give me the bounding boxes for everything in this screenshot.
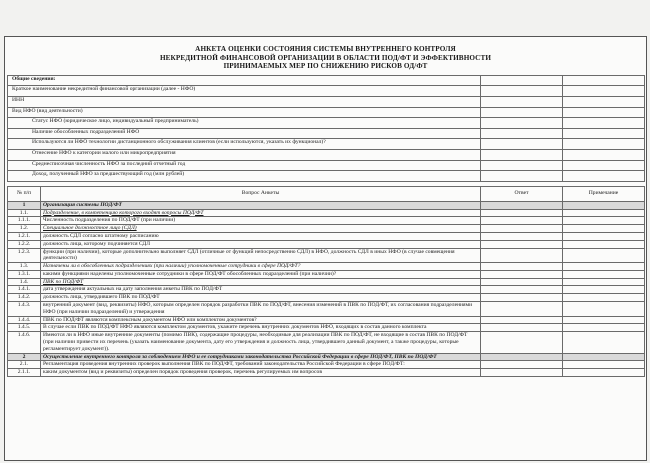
note-cell[interactable] — [563, 369, 645, 377]
question-text: Назначены ли в обособленных подразделениях (при наличии) уполномоченные сотрудники в сфере ПОД/ФТ? — [41, 263, 481, 271]
question-row — [8, 286, 645, 294]
note-cell[interactable] — [563, 209, 645, 217]
note-cell[interactable] — [563, 225, 645, 233]
general-note-cell[interactable] — [563, 75, 645, 86]
col-header-question: Вопрос Анкеты — [41, 186, 481, 201]
answer-cell[interactable] — [481, 361, 563, 369]
answer-cell[interactable] — [481, 353, 563, 361]
general-info-row — [8, 96, 645, 107]
title-line: НЕКРЕДИТНОЙ ФИНАНСОВОЙ ОРГАНИЗАЦИИ В ОБЛАСТИ ПОД/ФТ И ЭФФЕКТИВНОСТИ — [159, 53, 492, 62]
question-number: 1 — [8, 201, 41, 209]
general-info-label: Вид НФО (вид деятельности) — [8, 107, 481, 118]
section-row — [8, 201, 645, 209]
note-cell[interactable] — [563, 270, 645, 278]
answer-cell[interactable] — [481, 248, 563, 263]
general-note-cell[interactable] — [563, 160, 645, 171]
answer-cell[interactable] — [481, 201, 563, 209]
question-text: ПВК по ПОД/ФТ являются комплексным документом НФО или комплектом документов? — [41, 316, 481, 324]
answer-cell[interactable] — [481, 294, 563, 302]
general-info-row — [8, 139, 645, 150]
question-row — [8, 332, 645, 353]
question-number: 1.1.1. — [8, 217, 41, 225]
questionnaire-sheet — [4, 36, 647, 461]
question-text: должность лица, которому подчиняется СДЛ — [41, 240, 481, 248]
question-number: 1.3.1. — [8, 270, 41, 278]
question-text: Численность подразделения по ПОД/ФТ (при наличии) — [41, 217, 481, 225]
answer-cell[interactable] — [481, 225, 563, 233]
question-number: 2.1.1. — [8, 369, 41, 377]
answer-cell[interactable] — [481, 369, 563, 377]
general-info-label: Отнесение НФО к категории малого или микропредприятия — [8, 149, 481, 160]
note-cell[interactable] — [563, 294, 645, 302]
general-note-cell[interactable] — [563, 96, 645, 107]
col-header-note: Примечание — [563, 186, 645, 201]
question-text: функции (при наличии), которые дополнительно выполняет СДЛ (отличные от функций непосредственно СДЛ) в НФО, должность СДЛ в иных НФО (в случае совмещения деятельности) — [41, 248, 481, 263]
question-row — [8, 209, 645, 217]
answer-cell[interactable] — [481, 332, 563, 353]
general-info-row — [8, 118, 645, 129]
question-text: должность лица, утвердившего ПВК по ПОД/ФТ — [41, 294, 481, 302]
note-cell[interactable] — [563, 263, 645, 271]
general-info-label: Доход, полученный НФО за предшествующий год (млн рублей) — [8, 171, 481, 182]
general-info-label: Среднесписочная численность НФО за последний отчетный год — [8, 160, 481, 171]
question-number: 1.4.4. — [8, 316, 41, 324]
question-number: 1.2.3. — [8, 248, 41, 263]
question-text: какими функциями наделены уполномоченные сотрудники в сфере ПОД/ФТ обособленных подразделений (при наличии)? — [41, 270, 481, 278]
general-info-label: Краткое наименование некредитной финансовой организации (далее - НФО) — [8, 86, 481, 97]
question-number: 1.3. — [8, 263, 41, 271]
question-text: ПВК по ПОД/ФТ — [41, 278, 481, 286]
note-cell[interactable] — [563, 353, 645, 361]
general-info-section — [8, 75, 645, 181]
note-cell[interactable] — [563, 248, 645, 263]
col-header-num: № п/п — [8, 186, 41, 201]
general-note-cell[interactable] — [563, 86, 645, 97]
general-value-cell[interactable] — [481, 160, 563, 171]
question-text: внутренний документ (вид, реквизиты) НФО, которым определен порядок разработки ПВК по ПОД/ФТ, внесения изменений в ПВК по ПОД/ФТ, их согласования подразделениями НФО (при наличии подразделений) и утверждения — [41, 302, 481, 317]
general-info-row — [8, 107, 645, 118]
note-cell[interactable] — [563, 286, 645, 294]
general-note-cell[interactable] — [563, 118, 645, 129]
note-cell[interactable] — [563, 302, 645, 317]
question-text: Регламентация проведения внутренних проверок выполнения ПВК по ПОД/ФТ, требований законодательства Российской Федерации в сфере ПОД/ФТ: — [41, 361, 481, 369]
title-line: ПРИНИМАЕМЫХ МЕР ПО СНИЖЕНИЮ РИСКОВ ОД/ФТ — [223, 62, 428, 71]
note-cell[interactable] — [563, 240, 645, 248]
question-row — [8, 270, 645, 278]
general-info-label: ИНН — [8, 96, 481, 107]
answer-cell[interactable] — [481, 286, 563, 294]
question-text: В случае если ПВК по ПОД/ФТ НФО являются комплектом документов, укажите перечень внутренних документов НФО, входящих в состав данного комплекта — [41, 324, 481, 332]
answer-cell[interactable] — [481, 217, 563, 225]
question-number: 1.4.5. — [8, 324, 41, 332]
question-number: 1.4.2. — [8, 294, 41, 302]
general-info-row — [8, 128, 645, 139]
question-row — [8, 316, 645, 324]
question-number: 2 — [8, 353, 41, 361]
general-info-heading: Общие сведения: — [8, 75, 481, 86]
question-row — [8, 324, 645, 332]
general-note-cell[interactable] — [563, 128, 645, 139]
general-info-label: Статус НФО (юридическое лицо, индивидуальный предприниматель) — [8, 118, 481, 129]
question-row — [8, 302, 645, 317]
question-number: 1.4.6. — [8, 332, 41, 353]
question-text: Подразделение, в компетенцию которого входят вопросы ПОД/ФТ — [41, 209, 481, 217]
question-number: 1.4.1. — [8, 286, 41, 294]
general-value-cell[interactable] — [481, 118, 563, 129]
answer-cell[interactable] — [481, 240, 563, 248]
answer-cell[interactable] — [481, 232, 563, 240]
question-row — [8, 225, 645, 233]
general-note-cell[interactable] — [563, 139, 645, 150]
question-number: 1.4. — [8, 278, 41, 286]
question-row — [8, 361, 645, 369]
title-line: АНКЕТА ОЦЕНКИ СОСТОЯНИЯ СИСТЕМЫ ВНУТРЕННЕГО КОНТРОЛЯ — [195, 45, 456, 53]
question-text: Имеются ли в НФО иные внутренние документы (помимо ПВК), содержащие процедуры, необходимые для реализации ПВК по ПОД/ФТ, не входящие в состав ПВК по ПОД/ФТ (при наличии привести их перечень (указать наименование документа, дату его утверждения и должность лица, утвердившего данный документ, а также процедуры, которые регламентирует документ)). — [41, 332, 481, 353]
general-value-cell[interactable] — [481, 149, 563, 160]
question-row — [8, 248, 645, 263]
general-value-cell[interactable] — [481, 107, 563, 118]
question-number: 2.1. — [8, 361, 41, 369]
question-number: 1.2. — [8, 225, 41, 233]
answer-cell[interactable] — [481, 209, 563, 217]
question-row — [8, 278, 645, 286]
question-row — [8, 240, 645, 248]
question-row — [8, 232, 645, 240]
question-number: 1.4.3. — [8, 302, 41, 317]
general-value-cell[interactable] — [481, 75, 563, 86]
question-row — [8, 369, 645, 377]
general-value-cell[interactable] — [481, 96, 563, 107]
question-text: должность СДЛ согласно штатному расписанию — [41, 232, 481, 240]
general-value-cell[interactable] — [481, 139, 563, 150]
document-title — [5, 45, 646, 71]
question-number: 1.1. — [8, 209, 41, 217]
note-cell[interactable] — [563, 361, 645, 369]
question-row — [8, 263, 645, 271]
general-note-cell[interactable] — [563, 149, 645, 160]
general-info-row — [8, 171, 645, 182]
note-cell[interactable] — [563, 201, 645, 209]
answer-cell[interactable] — [481, 263, 563, 271]
note-cell[interactable] — [563, 316, 645, 324]
general-info-row — [8, 86, 645, 97]
question-text: дата утверждения актуальных на дату заполнения анкеты ПВК по ПОД/ФТ — [41, 286, 481, 294]
general-info-row — [8, 149, 645, 160]
question-text: каким документом (вид и реквизиты) определен порядок проведения проверок, перечень регулируемых им вопросов — [41, 369, 481, 377]
general-info-label: Наличие обособленных подразделений НФО — [8, 128, 481, 139]
general-note-cell[interactable] — [563, 171, 645, 182]
question-number: 1.2.2. — [8, 240, 41, 248]
answer-cell[interactable] — [481, 302, 563, 317]
questions-section — [8, 201, 645, 376]
note-cell[interactable] — [563, 324, 645, 332]
question-text: Организация системы ПОД/ФТ — [41, 201, 481, 209]
form-table — [7, 75, 645, 377]
answer-cell[interactable] — [481, 316, 563, 324]
general-value-cell[interactable] — [481, 86, 563, 97]
note-cell[interactable] — [563, 217, 645, 225]
col-header-answer: Ответ — [481, 186, 563, 201]
answer-cell[interactable] — [481, 278, 563, 286]
note-cell[interactable] — [563, 278, 645, 286]
note-cell[interactable] — [563, 332, 645, 353]
questions-header-row — [8, 186, 645, 201]
general-info-row — [8, 160, 645, 171]
note-cell[interactable] — [563, 232, 645, 240]
answer-cell[interactable] — [481, 270, 563, 278]
general-note-cell[interactable] — [563, 107, 645, 118]
question-number: 1.2.1. — [8, 232, 41, 240]
question-row — [8, 294, 645, 302]
answer-cell[interactable] — [481, 324, 563, 332]
general-value-cell[interactable] — [481, 171, 563, 182]
section-row — [8, 353, 645, 361]
general-info-label: Используются ли НФО технологии дистанционного обслуживания клиентов (если используются, указать их функционал)? — [8, 139, 481, 150]
question-text: Осуществление внутреннего контроля за соблюдением НФО и ее сотрудниками законодательства Российской Федерации в сфере ПОД/ФТ, ПВК по ПОД/ФТ — [41, 353, 481, 361]
general-value-cell[interactable] — [481, 128, 563, 139]
question-row — [8, 217, 645, 225]
question-text: Специальное должностное лицо (СДЛ) — [41, 225, 481, 233]
